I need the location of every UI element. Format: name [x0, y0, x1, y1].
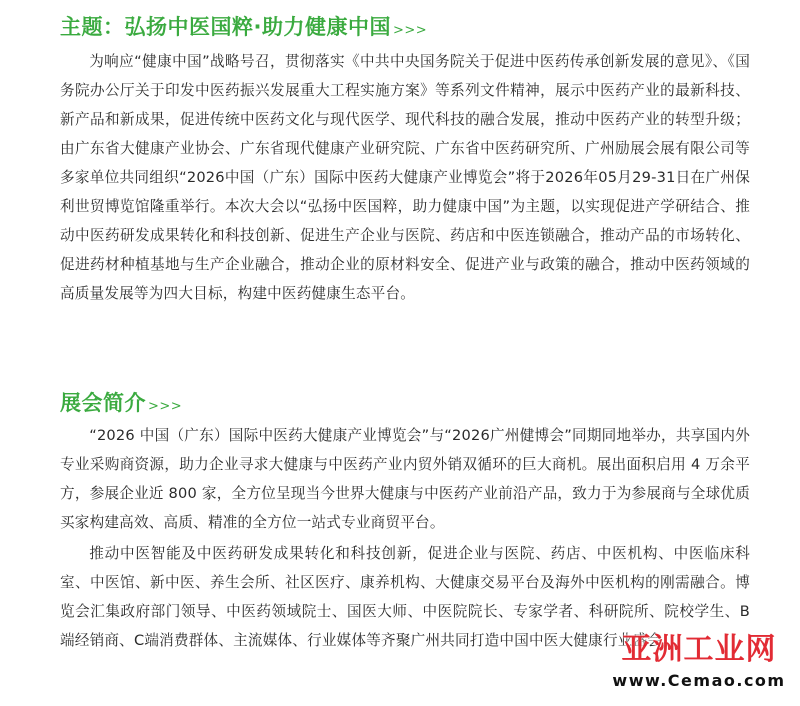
intro-title: 展会简介: [60, 391, 146, 415]
watermark-logo-text: 亚洲工业网: [621, 632, 777, 667]
intro-paragraph-2: 推动中医智能及中医药研发成果转化和科技创新，促进企业与医院、药店、中医机构、中医临床科室、中医馆、新中医、养生会所、社区医疗、康养机构、大健康交易平台及海外中医机构的刚需融合。博览会汇集政府部门领导、中医药领域院士、国医大师、中医院院长、专家学者、科研院所、院校学生、B端经销商、C端消费群体、主流媒体、行业媒体等齐聚广州共同打造中国中医大健康行业盛会。: [60, 545, 750, 649]
theme-paragraph: 为响应“健康中国”战略号召，贯彻落实《中共中央国务院关于促进中医药传承创新发展的意见》、《国务院办公厅关于印发中医药振兴发展重大工程实施方案》等系列文件精神，展示中医药产业的最新科技、新产品和新成果，促进传统中医药文化与现代医学、现代科技的融合发展，推动中医药产业的转型升级；由广东省大健康产业协会、广东省现代健康产业研究院、广东省中医药研究所、广州励展会展有限公司等多家单位共同组织“2026中国（广东）国际中医药大健康产业博览会”将于2026年05月29-31日在广州保利世贸博览馆隆重举行。本次大会以“弘扬中医国粹，助力健康中国”为主题，以实现促进产学研结合、推动中医药研发成果转化和科技创新、促进生产企业与医院、药店和中医连锁融合，推动产品的市场转化、促进药材种植基地与生产企业融合，推动企业的原材料安全、促进产业与政策的融合，推动中医药领域的高质量发展等为四大目标，构建中医药健康生态平台。: [60, 53, 750, 302]
theme-heading: [60, 11, 750, 45]
theme-title: 主题：弘扬中医国粹·助力健康中国: [60, 15, 391, 39]
intro-heading: [60, 387, 750, 417]
intro-paragraph-1: “2026 中国（广东）国际中医药大健康产业博览会”与“2026广州健博会”同期同地举办，共享国内外专业采购商资源，助力企业寻求大健康与中医药产业内贸外销双循环的巨大商机。展出面积启用 4 万余平方，参展企业近 800 家，全方位呈现当今世界大健康与中医药产业前沿产品，致力于为参展商与全球优质买家构建高效、高质、精准的全方位一站式专业商贸平台。: [60, 427, 750, 531]
theme-section: [60, 11, 750, 308]
watermark-url: www.Cemao.com: [612, 671, 786, 690]
theme-arrows: >>>: [392, 23, 428, 38]
intro-arrows: >>>: [148, 399, 183, 414]
intro-section: [60, 387, 750, 655]
